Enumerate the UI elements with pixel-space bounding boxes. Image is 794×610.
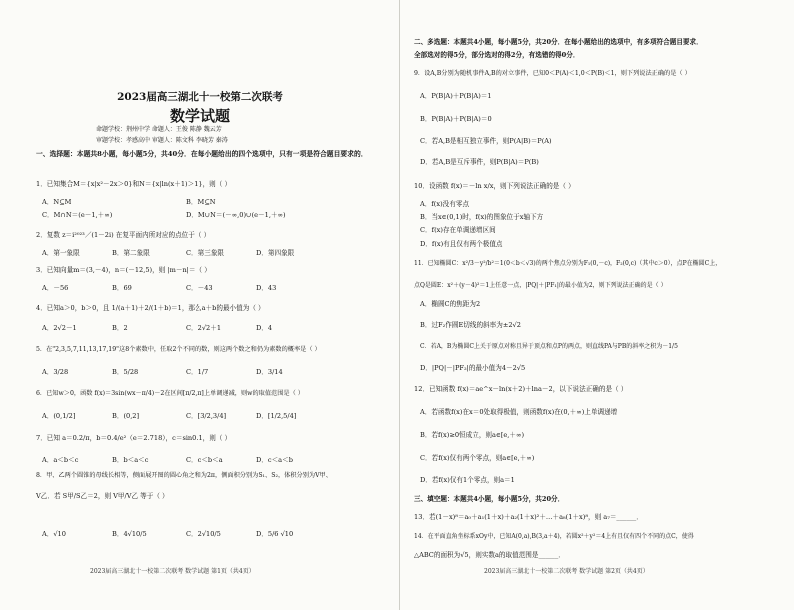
q3-option-b: B．69 <box>112 284 132 292</box>
q5-option-a: A．3/28 <box>42 368 69 376</box>
q11-option-b: B．过F₂作圆E切线的斜率为±2√2 <box>420 321 521 329</box>
question-11-line-2: 点Q是圆E：x²＋(y－4)²＝1上任意一点，|PQ|＋|PF₁|的最小值为2，则下列说法正确的是（ ） <box>414 282 667 289</box>
q4-option-b: B．2 <box>112 324 128 332</box>
q6-option-d: D．[1/2,5/4] <box>256 412 297 420</box>
q8-option-d: D．5/6 √10 <box>256 530 294 538</box>
question-5: 5．在"2,3,5,7,11,13,17,19"这8个素数中，任取2个不同的数，则这两个数之和仍为素数的概率是（ ） <box>36 346 321 353</box>
q7-option-c: C．c＜b＜a <box>186 456 223 464</box>
q1-option-d: D．M∪N＝(－∞,0)∪(e－1,＋∞) <box>186 211 286 219</box>
q8-option-b: B．4√10/5 <box>112 530 147 538</box>
section-2-header-line-2: 全部选对的得5分，部分选对的得2分，有选错的得0分． <box>414 51 580 59</box>
q9-option-b: B．P(B|A)＋P(B|A)＝0 <box>420 115 492 123</box>
q10-option-c: C．f(x)存在单调递增区间 <box>420 226 496 234</box>
q1-option-c: C．M∩N＝(e－1,＋∞) <box>42 211 113 219</box>
q10-option-a: A．f(x)没有零点 <box>420 200 470 208</box>
question-14-line-1: 14．在平面直角坐标系xOy中，已知A(0,a),B(3,a＋4)，若圆x²＋y²＝4上有且仅有四个不同的点C，使得 <box>414 533 694 540</box>
q4-option-c: C．2√2＋1 <box>186 324 222 332</box>
question-10: 10．设函数 f(x)＝－ln x/x，则下列说法正确的是（ ） <box>414 182 575 190</box>
q3-option-a: A．－56 <box>42 284 69 292</box>
q12-option-d: D．若f(x)仅有1个零点，则a＝1 <box>420 476 515 484</box>
q11-option-c: C．若A，B为椭圆C上关于原点对称且异于顶点和点P的两点，则直线PA与PB的斜率之积为－1/5 <box>420 343 678 350</box>
q2-option-b: B．第二象限 <box>112 249 150 257</box>
section-3-header: 三、填空题：本题共4小题，每小题5分，共20分． <box>414 495 565 503</box>
q5-option-b: B．5/28 <box>112 368 139 376</box>
q7-option-b: B．b＜a＜c <box>112 456 149 464</box>
section-1-header: 一、选择题：本题共8小题，每小题5分，共40分．在每小题给出的四个选项中，只有一项是符合题目要求的． <box>36 150 368 158</box>
q2-option-d: D．第四象限 <box>256 249 295 257</box>
q12-option-c: C．若f(x)仅有两个零点，则a∈[e,＋∞) <box>420 454 535 462</box>
q5-option-d: D．3/14 <box>256 368 283 376</box>
question-9: 9．设A,B分别为随机事件A,B的对立事件，已知0＜P(A)＜1,0＜P(B)＜1，则下列说法正确的是（ ） <box>414 70 691 77</box>
q4-option-d: D．4 <box>256 324 273 332</box>
q1-option-b: B．M⊆N <box>186 198 216 206</box>
q6-option-c: C．[3/2,3/4] <box>186 412 227 420</box>
question-8-line-1: 8．甲、乙两个圆锥的母线长相等，侧面展开图的圆心角之和为2π，侧面积分别为S₁、S₂，体积分别为V甲、 <box>36 472 332 479</box>
question-13: 13．若(1－x)⁸＝a₀＋a₁(1＋x)＋a₂(1＋x)²＋…＋a₈(1＋x)⁸，则 a₇＝______． <box>414 513 643 521</box>
q1-option-a: A．N⊆M <box>42 198 72 206</box>
question-14-line-2: △ABC的面积为√5，则实数a的取值范围是______． <box>414 551 565 559</box>
q7-option-a: A．a＜b＜c <box>42 456 79 464</box>
q10-option-d: D．f(x)有且仅有两个极值点 <box>420 240 503 248</box>
q9-option-c: C．若A,B是相互独立事件，则P(A|B)＝P(A) <box>420 137 552 145</box>
section-2-header: 二、多选题：本题共4小题，每小题5分，共20分．在每小题给出的选项中，有多项符合题目要求． <box>414 38 703 46</box>
q12-option-b: B．若f(x)≥0恒成立，则a∈[e,＋∞) <box>420 431 525 439</box>
question-1: 1．已知集合M＝{x|x²－2x＞0}和N＝{x|ln(x＋1)＞1}，则（ ） <box>36 180 232 188</box>
question-6: 6．已知w＞0，函数 f(x)＝3sin(wx－π/4)－2在区间[π/2,π]上单调递减，则w的取值范围是（ ） <box>36 390 304 397</box>
question-4: 4．已知a＞0，b＞0，且 1/(a＋1)＋2/(1＋b)＝1，那么a＋b的最小值为（ ） <box>36 304 265 312</box>
question-3: 3．已知向量m＝(3,－4)，n＝(－12,5)，则 |m－n|＝（ ） <box>36 266 211 274</box>
q8-option-c: C．2√10/5 <box>186 530 221 538</box>
q6-option-a: A．(0,1/2] <box>42 412 76 420</box>
q8-option-a: A．√10 <box>42 530 66 538</box>
exam-page-2 <box>400 0 794 610</box>
question-11-line-1: 11．已知椭圆C：x²/3－y²/b²＝1(0＜b＜√3)的两个焦点分别为F₁(0,－c)，F₂(0,c)（其中c＞0），点P在椭圆C上， <box>414 260 722 267</box>
subject-title: 数学试题 <box>169 107 230 125</box>
q9-option-a: A．P(B|A)＋P(B|A)＝1 <box>420 92 492 100</box>
committee-line-2: 审题学校：孝感高中 审题人：陈文科 李晓芳 秦涛 <box>96 137 228 144</box>
committee-line-1: 命题学校：荆州中学 命题人：王俊 陈静 魏云芳 <box>96 126 222 133</box>
q3-option-c: C．－43 <box>186 284 213 292</box>
q6-option-b: B．(0,2] <box>112 412 140 420</box>
question-12: 12．已知函数 f(x)＝ae^x－ln(x＋2)＋lna－2，以下说法正确的是（ ） <box>414 385 628 393</box>
q5-option-c: C．1/7 <box>186 368 209 376</box>
q11-option-d: D．|PQ|－|PF₂|的最小值为4－2√5 <box>420 364 526 372</box>
q7-option-d: D．c＜a＜b <box>256 456 293 464</box>
page-2-footer: 2023届高三湖北十一校第二次联考 数学试题 第2页（共4页） <box>484 568 649 575</box>
q3-option-d: D．43 <box>256 284 277 292</box>
q4-option-a: A．2√2－1 <box>42 324 77 332</box>
exam-title: 2023届高三湖北十一校第二次联考 <box>117 91 283 103</box>
q12-option-a: A．若函数f(x)在x＝0处取得极值，则函数f(x)在(0,＋∞)上单调递增 <box>420 408 618 416</box>
q11-option-a: A．椭圆C的焦距为2 <box>420 300 481 308</box>
page-1-footer: 2023届高三湖北十一校第二次联考 数学试题 第1页（共4页） <box>90 568 255 575</box>
q9-option-d: D．若A,B是互斥事件，则P(B|A)＝P(B) <box>420 158 539 166</box>
question-2: 2．复数 z＝i²⁰²³／(1－2i) 在复平面内所对应的点位于（ ） <box>36 231 211 239</box>
q2-option-c: C．第三象限 <box>186 249 225 257</box>
question-8-line-2: V乙．若 S甲/S乙＝2，则 V甲/V乙 等于（ ） <box>36 492 169 500</box>
q2-option-a: A．第一象限 <box>42 249 80 257</box>
q10-option-b: B．当x∈(0,1)时，f(x)的图象位于x轴下方 <box>420 213 544 221</box>
question-7: 7．已知 a＝0.2/π，b＝0.4/e²（e＝2.718），c＝sin0.1，则（ ） <box>36 434 232 442</box>
